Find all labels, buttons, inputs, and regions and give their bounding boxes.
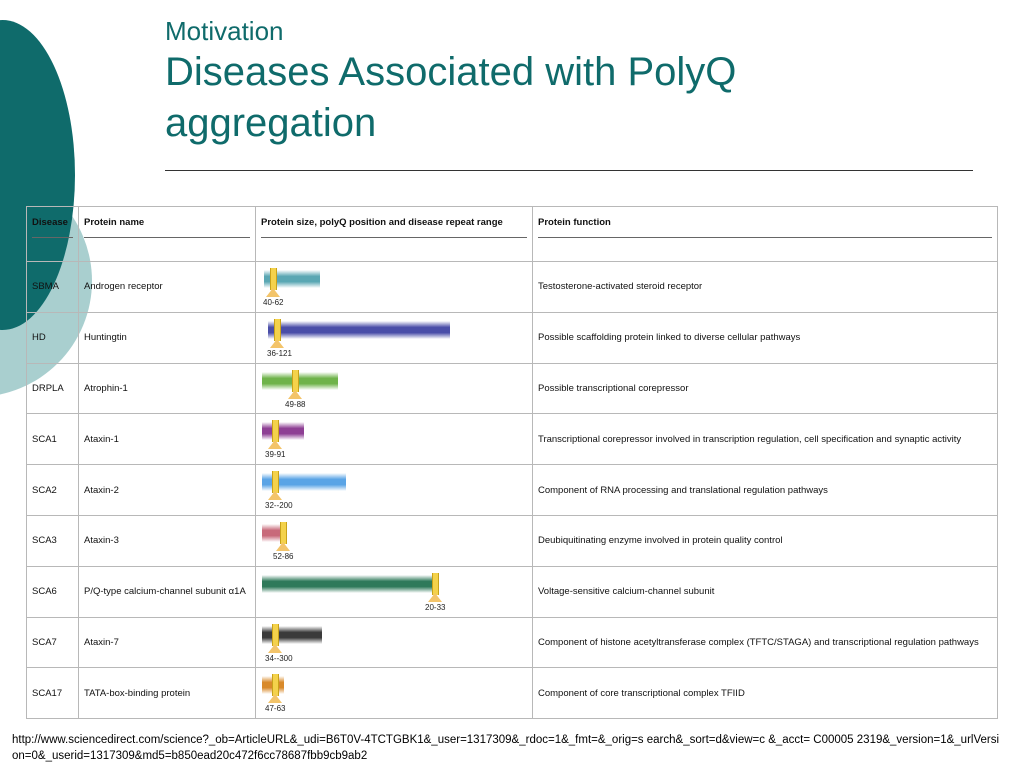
disease-cell: HD bbox=[27, 312, 79, 363]
repeat-range-label: 32--200 bbox=[265, 501, 293, 511]
protein-name-cell: Androgen receptor bbox=[79, 262, 256, 313]
repeat-range-label: 20-33 bbox=[425, 602, 446, 612]
disease-cell: DRPLA bbox=[27, 363, 79, 414]
polyq-marker bbox=[432, 573, 439, 595]
protein-function-cell: Possible transcriptional corepressor bbox=[533, 363, 998, 414]
protein-diagram-cell bbox=[256, 363, 533, 414]
protein-diagram-cell bbox=[256, 566, 533, 617]
repeat-range-label: 47-63 bbox=[265, 704, 286, 714]
source-url-line2: C00005 2319&_version=1&_urlVersion=0&_userid=1317309&md5=b850ead20c472f6cc78687fbb9cb9ab2 bbox=[12, 734, 1000, 762]
protein-function-cell: Possible scaffolding protein linked to diverse cellular pathways bbox=[533, 312, 998, 363]
polyq-marker bbox=[272, 471, 279, 493]
protein-diagram-cell bbox=[256, 465, 533, 516]
protein-function-cell: Testosterone-activated steroid receptor bbox=[533, 262, 998, 313]
protein-diagram-cell bbox=[256, 668, 533, 719]
header-protein-size: Protein size, polyQ position and disease repeat range bbox=[256, 207, 533, 262]
table-row bbox=[27, 414, 998, 465]
disease-cell: SCA6 bbox=[27, 566, 79, 617]
protein-diagram-cell bbox=[256, 414, 533, 465]
source-url[interactable] bbox=[12, 732, 1002, 764]
protein-bar bbox=[262, 372, 338, 390]
polyq-triangle-icon bbox=[266, 288, 280, 297]
protein-diagram-cell bbox=[256, 515, 533, 566]
protein-bar bbox=[262, 422, 304, 440]
protein-name-cell: Ataxin-1 bbox=[79, 414, 256, 465]
protein-function-cell: Component of histone acetyltransferase complex (TFTC/STAGA) and transcriptional regulation pathways bbox=[533, 617, 998, 668]
slide-header bbox=[165, 15, 736, 149]
protein-function-cell: Component of RNA processing and translational regulation pathways bbox=[533, 465, 998, 516]
polyq-marker bbox=[272, 420, 279, 442]
table-header-row bbox=[27, 207, 998, 262]
slide-subtitle: Motivation bbox=[165, 16, 284, 46]
table-row bbox=[27, 668, 998, 719]
slide-title bbox=[165, 47, 736, 149]
source-url-line1: http://www.sciencedirect.com/science?_ob=ArticleURL&_udi=B6T0V-4TCTGBK1&_user=1317309&_rdoc=1&_fmt=&_orig=s earch&_sort=d&view=c &_acct= bbox=[12, 734, 811, 746]
header-protein-function: Protein function bbox=[533, 207, 998, 262]
disease-cell: SCA1 bbox=[27, 414, 79, 465]
polyq-marker bbox=[274, 319, 281, 341]
protein-name-cell: TATA-box-binding protein bbox=[79, 668, 256, 719]
protein-function-cell: Deubiquitinating enzyme involved in protein quality control bbox=[533, 515, 998, 566]
repeat-range-label: 36-121 bbox=[267, 348, 292, 358]
protein-name-cell: Ataxin-2 bbox=[79, 465, 256, 516]
table-row bbox=[27, 262, 998, 313]
polyq-triangle-icon bbox=[268, 694, 282, 703]
polyq-marker bbox=[280, 522, 287, 544]
repeat-range-label: 52-86 bbox=[273, 551, 294, 561]
polyq-marker bbox=[272, 624, 279, 646]
repeat-range-label: 34--300 bbox=[265, 653, 293, 663]
protein-name-cell: Ataxin-7 bbox=[79, 617, 256, 668]
protein-function-cell: Voltage-sensitive calcium-channel subunit bbox=[533, 566, 998, 617]
table-row bbox=[27, 515, 998, 566]
protein-function-cell: Component of core transcriptional complex TFIID bbox=[533, 668, 998, 719]
disease-cell: SCA7 bbox=[27, 617, 79, 668]
disease-cell: SBMA bbox=[27, 262, 79, 313]
protein-diagram-cell bbox=[256, 262, 533, 313]
repeat-range-label: 40-62 bbox=[263, 298, 284, 307]
protein-bar bbox=[262, 575, 436, 593]
protein-name-cell: P/Q-type calcium-channel subunit α1A bbox=[79, 566, 256, 617]
header-disease: Disease bbox=[27, 207, 79, 262]
polyq-marker bbox=[292, 370, 299, 392]
disease-table-container bbox=[26, 206, 998, 714]
disease-table bbox=[26, 206, 998, 719]
protein-diagram-cell bbox=[256, 312, 533, 363]
polyq-triangle-icon bbox=[270, 339, 284, 348]
polyq-triangle-icon bbox=[268, 440, 282, 449]
slide-title-line1: Diseases Associated with PolyQ bbox=[165, 50, 737, 94]
polyq-marker bbox=[270, 268, 277, 290]
disease-cell: SCA2 bbox=[27, 465, 79, 516]
polyq-triangle-icon bbox=[268, 644, 282, 653]
table-row bbox=[27, 566, 998, 617]
title-divider bbox=[165, 170, 973, 171]
table-row bbox=[27, 312, 998, 363]
polyq-triangle-icon bbox=[428, 593, 442, 602]
protein-bar bbox=[268, 321, 450, 339]
table-row bbox=[27, 465, 998, 516]
polyq-marker bbox=[272, 674, 279, 696]
protein-diagram-cell bbox=[256, 617, 533, 668]
disease-cell: SCA3 bbox=[27, 515, 79, 566]
protein-function-cell: Transcriptional corepressor involved in transcription regulation, cell specification and synaptic activity bbox=[533, 414, 998, 465]
polyq-triangle-icon bbox=[276, 542, 290, 551]
table-row bbox=[27, 617, 998, 668]
protein-bar bbox=[262, 626, 322, 644]
protein-name-cell: Ataxin-3 bbox=[79, 515, 256, 566]
disease-cell: SCA17 bbox=[27, 668, 79, 719]
protein-name-cell: Huntingtin bbox=[79, 312, 256, 363]
slide-title-line2: aggregation bbox=[165, 101, 377, 145]
table-row bbox=[27, 363, 998, 414]
repeat-range-label: 49-88 bbox=[285, 399, 306, 409]
repeat-range-label: 39-91 bbox=[265, 450, 286, 460]
protein-name-cell: Atrophin-1 bbox=[79, 363, 256, 414]
polyq-triangle-icon bbox=[288, 390, 302, 399]
polyq-triangle-icon bbox=[268, 491, 282, 500]
header-protein-name: Protein name bbox=[79, 207, 256, 262]
